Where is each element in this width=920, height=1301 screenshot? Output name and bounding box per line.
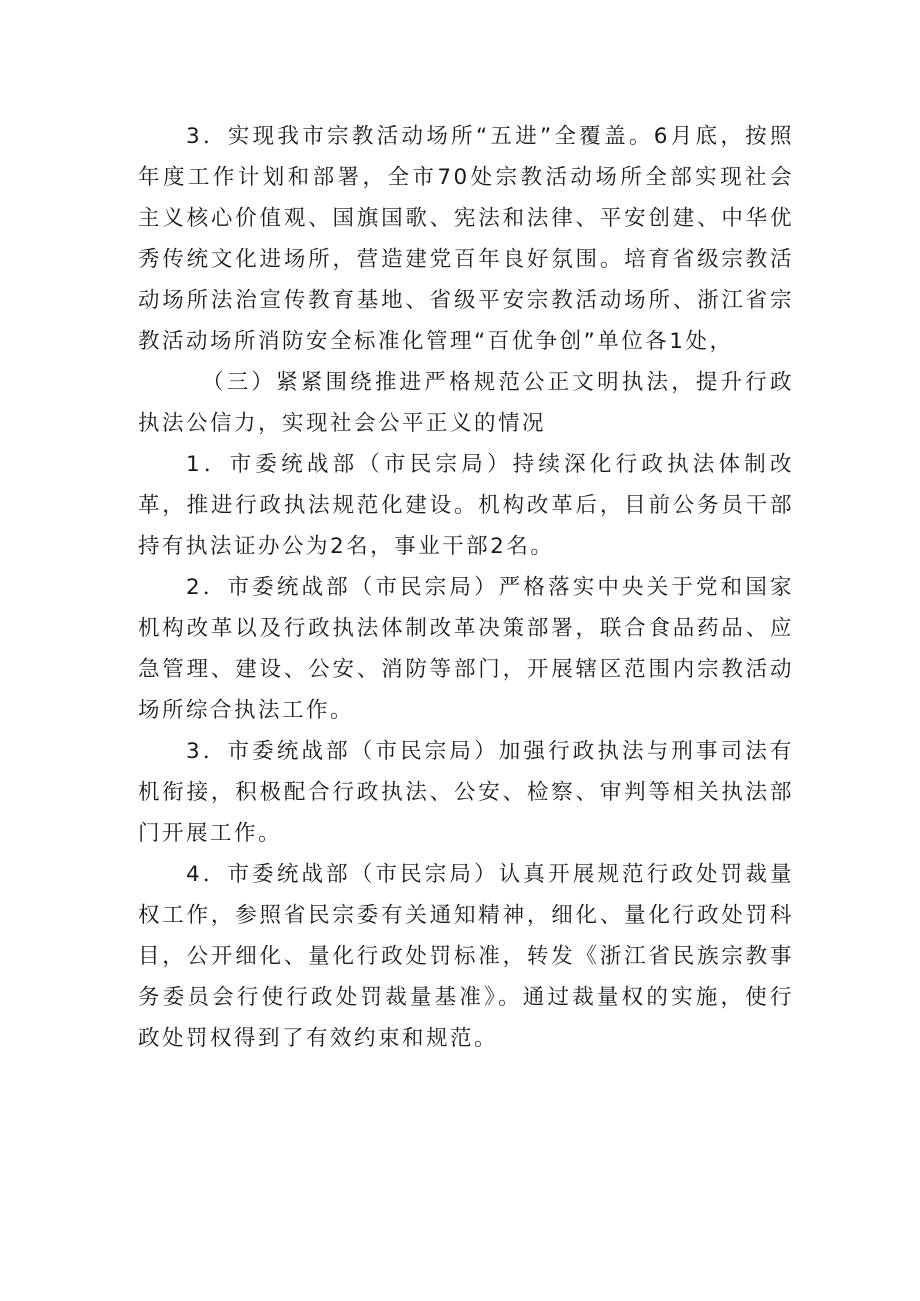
document-body — [138, 116, 794, 1059]
paragraph-item-4: 4．市委统战部（市民宗局）认真开展规范行政处罚裁量权工作，参照省民宗委有关通知精神，细化、量化行政处罚科目，公开细化、量化行政处罚标准，转发《浙江省民族宗教事务委员会行使行政处罚裁量基准》。通过裁量权的实施，使行政处罚权得到了有效约束和规范。 — [138, 862, 794, 1051]
paragraph-item-2: 2．市委统战部（市民宗局）严格落实中央关于党和国家机构改革以及行政执法体制改革决策部署，联合食品药品、应急管理、建设、公安、消防等部门，开展辖区范围内宗教活动场所综合执法工作。 — [138, 575, 794, 723]
paragraph-item-1: 1．市委统战部（市民宗局）持续深化行政执法体制改革，推进行政执法规范化建设。机构改革后，目前公务员干部持有执法证办公为2名，事业干部2名。 — [138, 452, 794, 559]
paragraph-item-3: 3．市委统战部（市民宗局）加强行政执法与刑事司法有机衔接，积极配合行政执法、公安、检察、审判等相关执法部门开展工作。 — [138, 739, 794, 846]
paragraph-item-3-wujin: 3．实现我市宗教活动场所“五进”全覆盖。6月底，按照年度工作计划和部署，全市70处宗教活动场所全部实现社会主义核心价值观、国旗国歌、宪法和法律、平安创建、中华优秀传统文化进场所，营造建党百年良好氛围。培育省级宗教活动场所法治宣传教育基地、省级平安宗教活动场所、浙江省宗教活动场所消防安全标准化管理“百优争创”单位各1处， — [138, 124, 794, 354]
section-heading-three: （三）紧紧围绕推进严格规范公正文明执法，提升行政执法公信力，实现社会公平正义的情况 — [138, 370, 794, 436]
